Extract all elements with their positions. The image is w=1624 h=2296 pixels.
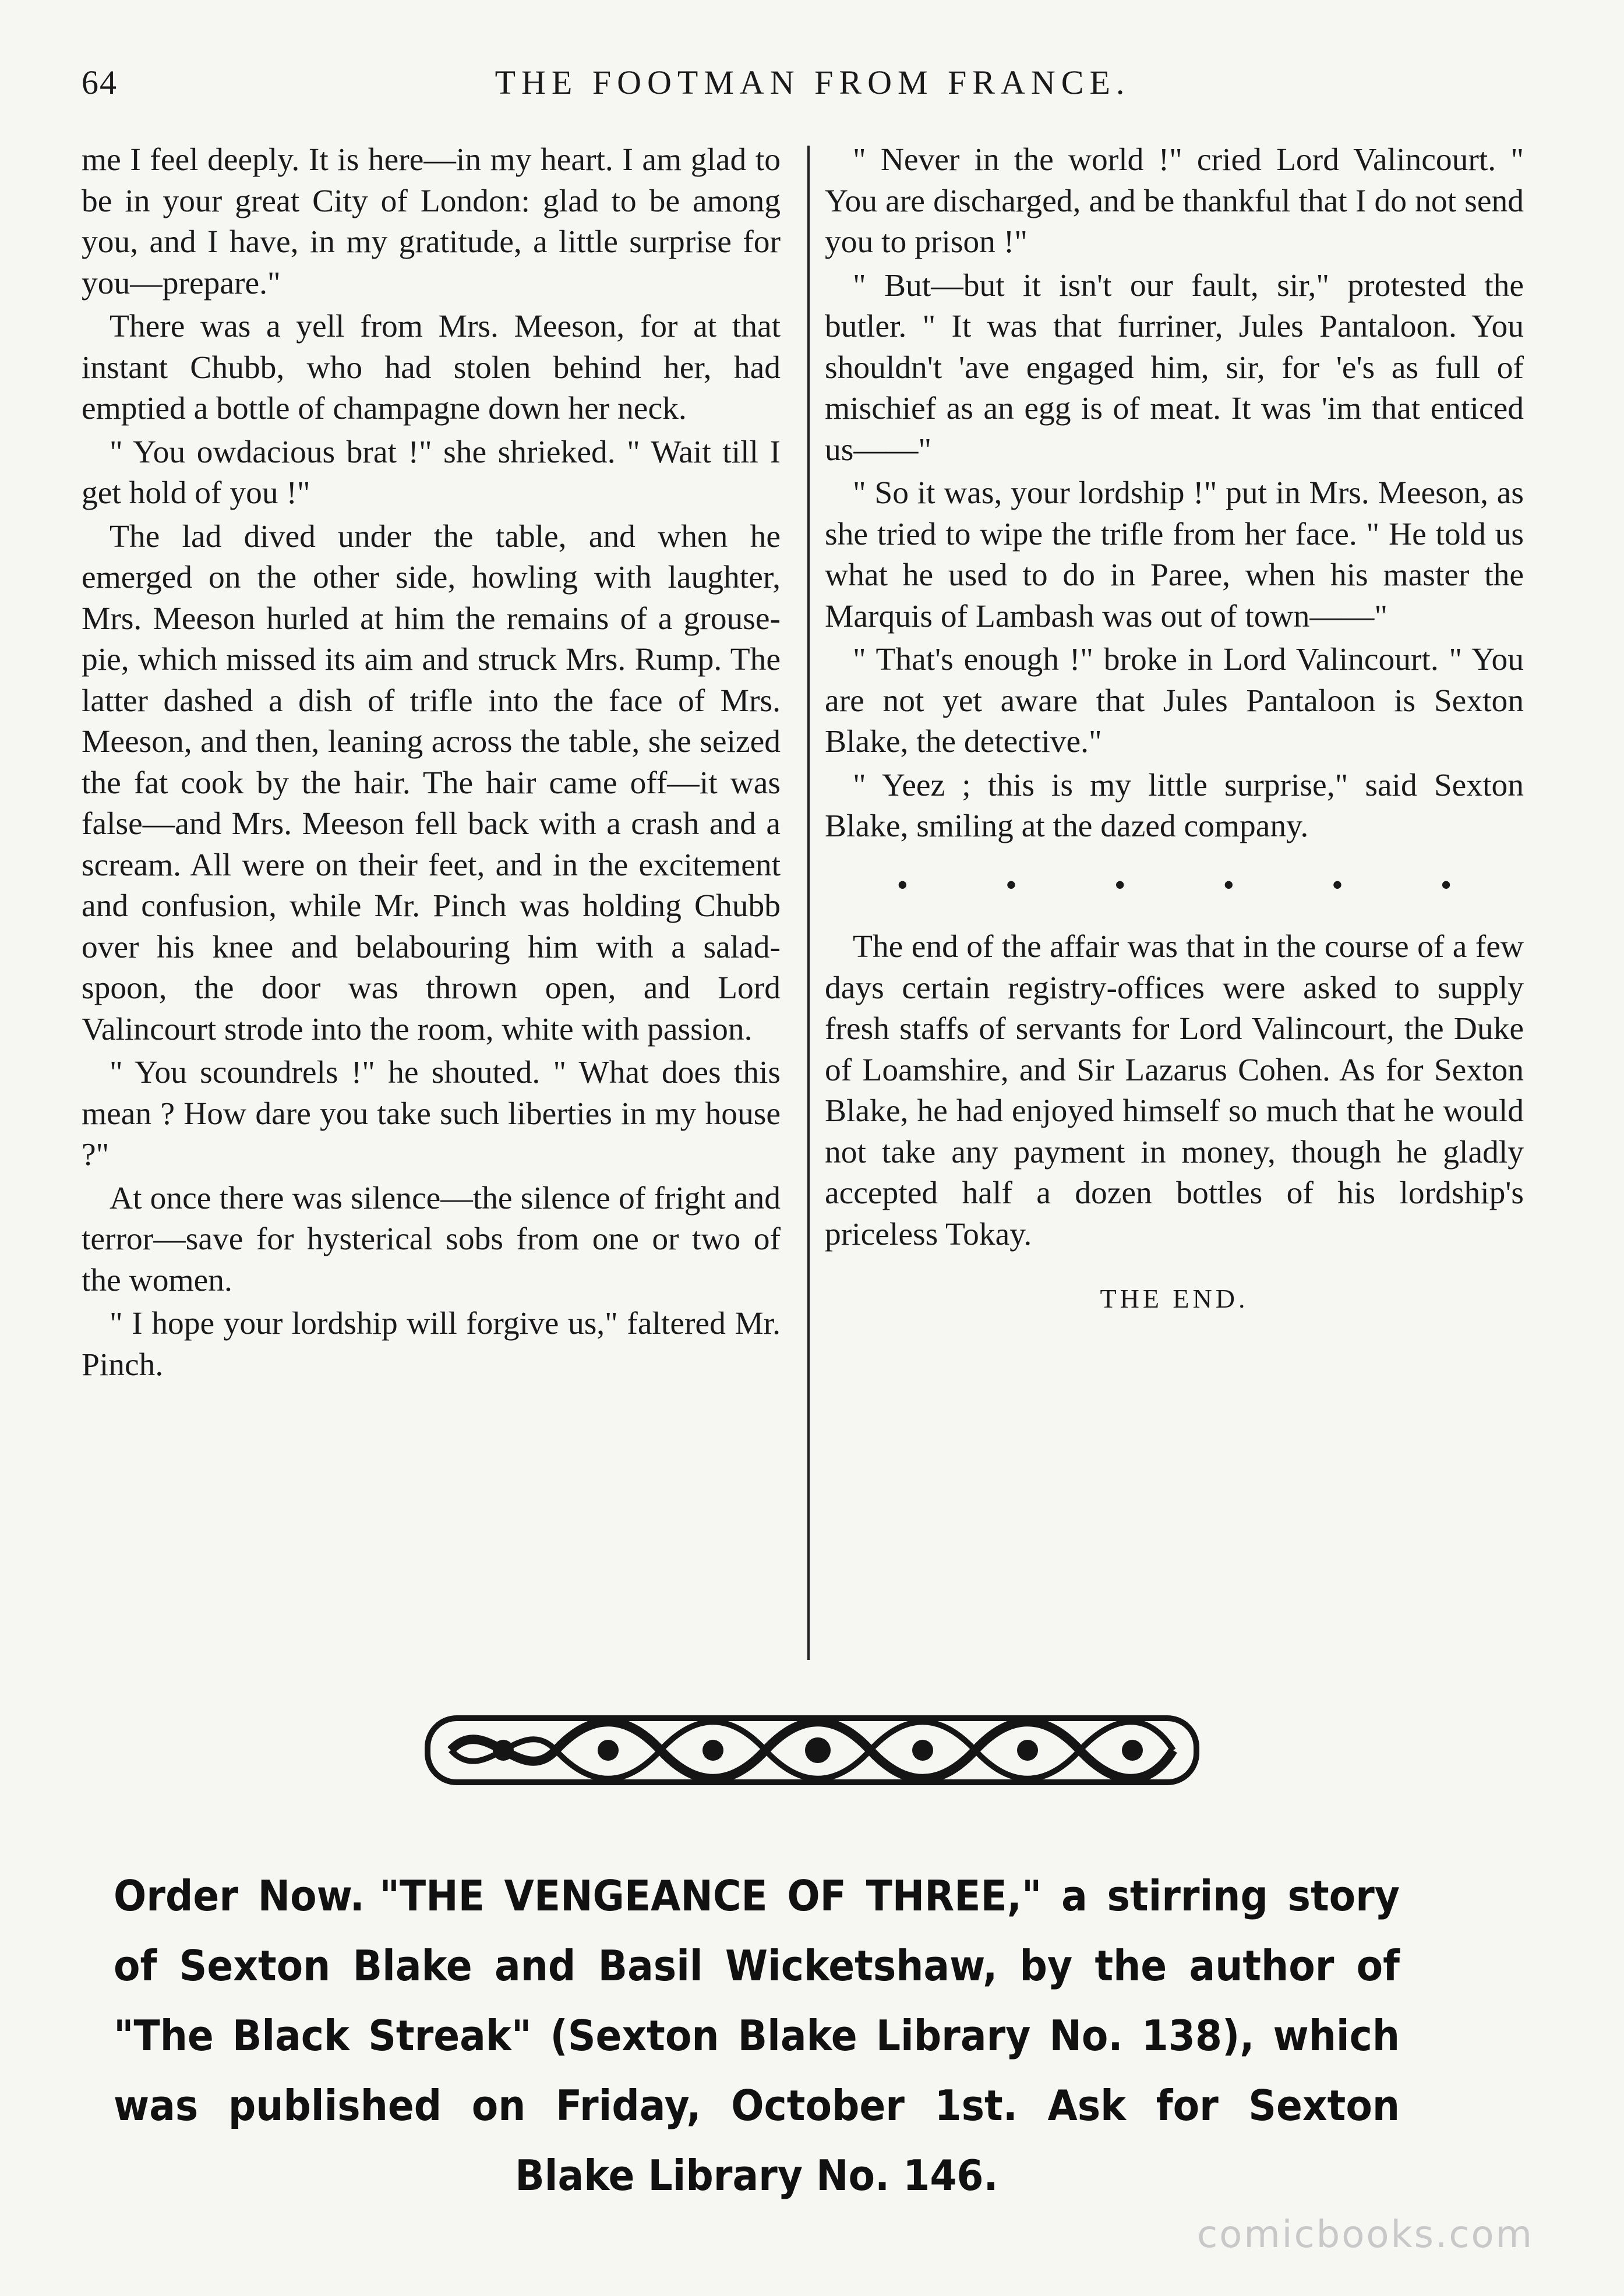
paragraph: " Never in the world !" cried Lord Valincourt. " You are discharged, and be thankful that I do not send you to prison !" xyxy=(825,142,1524,260)
paragraph: " You owdacious brat !" she shrieked. " Wait till I get hold of you !" xyxy=(82,434,781,511)
closing-paragraph: The end of the affair was that in the course of a few days certain registry-offices were asked to supply fresh staffs of servants for Lord Valincourt, the Duke of Loamshire, and Sir Lazarus Cohen. As for Sexton Blake, he had enjoyed himself so much that he would not take any payment in money, though he gladly accepted half a dozen bottles of his lordship's priceless Tokay. xyxy=(825,929,1524,1252)
paragraph: me I feel deeply. It is here—in my heart. I am glad to be in your great City of London: glad to be among you, and I have, in my gratitude, a little surprise for you—prepare." xyxy=(82,142,781,301)
paragraph: " I hope your lordship will forgive us," faltered Mr. Pinch. xyxy=(82,1306,781,1383)
paragraph: " That's enough !" broke in Lord Valincourt. " You are not yet aware that Jules Pantaloon is Sexton Blake, the detective." xyxy=(825,642,1524,760)
advertisement-notice xyxy=(114,1861,1400,2210)
asterism-dot: • xyxy=(1332,867,1343,903)
page-number: 64 xyxy=(82,63,118,101)
column-divider xyxy=(807,146,810,1660)
watermark: comicbooks.com xyxy=(1196,2213,1534,2256)
decorative-ornament-icon xyxy=(416,1707,1208,1794)
right-column xyxy=(825,140,1524,1320)
asterism-dot: • xyxy=(1114,867,1126,903)
the-end-label: THE END. xyxy=(1100,1284,1249,1313)
paragraph: " But—but it isn't our fault, sir," protested the butler. " It was that furriner, Jules Pantaloon. You shouldn't 'ave engaged him, sir, for 'e's as full of mischief as an egg is of meat. It was 'im that enticed us——" xyxy=(825,267,1524,468)
paragraph: At once there was silence—the silence of fright and terror—save for hysterical sobs from one or two of the women. xyxy=(82,1180,781,1298)
paragraph: The lad dived under the table, and when he emerged on the other side, howling with laughter, Mrs. Meeson hurled at him the remains of a grouse-pie, which missed its aim and struck Mrs. Rump. The latter dashed a dish of trifle into the face of Mrs. Meeson, and then, leaning across the table, she seized the fat cook by the hair. The hair came off—it was false—and Mrs. Meeson fell back with a crash and a scream. All were on their feet, and in the excitement and confusion, while Mr. Pinch was holding Chubb over his knee and belabouring him with a salad-spoon, the door was thrown open, and Lord Valincourt strode into the room, white with passion. xyxy=(82,518,781,1047)
page-header xyxy=(82,63,1544,115)
asterism-dot: • xyxy=(896,867,909,903)
asterism-dot: • xyxy=(1005,867,1017,903)
advertisement-text: "THE VENGEANCE OF THREE," a stirring story of Sexton Blake and Basil Wicketshaw, by the author of "The Black Streak" (Sexton Blake Library No. 138), which was published on Friday, October 1st. Ask for Sexton Blake Library No. 146. xyxy=(114,1871,1400,2200)
paragraph: There was a yell from Mrs. Meeson, for at that instant Chubb, who had stolen behind her, had emptied a bottle of champagne down her neck. xyxy=(82,309,781,426)
left-column xyxy=(82,140,781,1388)
asterism-dot: • xyxy=(1223,867,1235,903)
asterism-dot: • xyxy=(1440,867,1452,903)
paragraph: " So it was, your lordship !" put in Mrs. Meeson, as she tried to wipe the trifle from her face. " He told us what he used to do in Paree, when his master the Marquis of Lambash was out of town——" xyxy=(825,475,1524,634)
running-title: THE FOOTMAN FROM FRANCE. xyxy=(495,63,1131,101)
advertisement-lead: Order Now. xyxy=(114,1871,365,1920)
paragraph: " You scoundrels !" he shouted. " What does this mean ? How dare you take such liberties in my house ?" xyxy=(82,1055,781,1172)
paragraph: " Yeez ; this is my little surprise," said Sexton Blake, smiling at the dazed company. xyxy=(825,767,1524,844)
section-break-asterism xyxy=(825,865,1524,906)
